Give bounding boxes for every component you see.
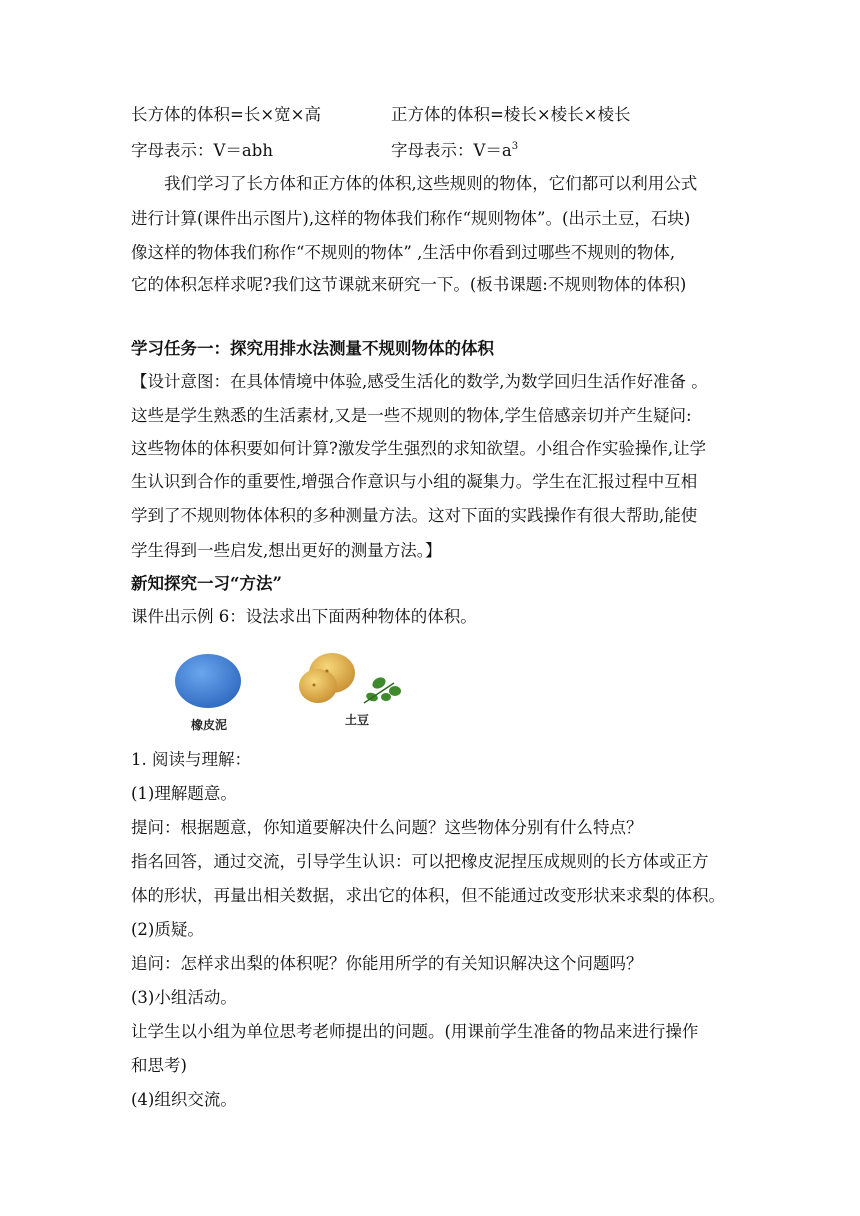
step-line: 体的形状，再量出相关数据，求出它的体积，但不能通过改变形状来求梨的体积。 [131,886,725,905]
step-line: 指名回答，通过交流，引导学生认识：可以把橡皮泥捏压成规则的长方体或正方 [131,852,709,871]
cuboid-letter-formula: 字母表示：V＝abh [131,141,273,160]
cube-exponent: 3 [511,141,519,152]
plasticine-shape [175,654,241,708]
intro-line: 它的体积怎样求呢?我们这节课就来研究一下。(板书课题:不规则物体的体积) [131,275,687,294]
cuboid-volume-formula: 长方体的体积=长×宽×高 [131,105,321,124]
new-knowledge-heading: 新知探究一习“方法” [131,574,282,593]
design-intent-line: 这些物体的体积要如何计算?激发学生强烈的求知欲望。小组合作实验操作,让学 [131,439,707,458]
example-line: 课件出示例 6：设法求出下面两种物体的体积。 [131,607,477,626]
cube-letter-prefix: 字母表示：V＝a [391,141,512,160]
intro-line: 进行计算(课件出示图片),这样的物体我们称作“规则物体”。(出示土豆，石块) [131,209,691,228]
design-intent-line: 这些是学生熟悉的生活素材,又是一些不规则的物体,学生倍感亲切并产生疑问: [131,406,692,425]
step-line: (3)小组活动。 [131,988,237,1007]
potato-shape [299,653,355,703]
formula-row-2 [131,140,741,162]
formula-row-1 [131,104,741,126]
step-line: (2)质疑。 [131,920,204,939]
step-line: 和思考) [131,1056,187,1075]
step-line: 1. 阅读与理解： [131,750,251,769]
design-intent-line: 生认识到合作的重要性,增强合作意识与小组的凝集力。学生在汇报过程中互相 [131,472,698,491]
potato-label: 土豆 [345,713,370,727]
plasticine-label: 橡皮泥 [191,718,228,732]
step-line: (1)理解题意。 [131,784,237,803]
intro-line: 像这样的物体我们称作“不规则的物体” ,生活中你看到过哪些不规则的物体, [131,243,676,262]
design-intent-line: 学到了不规则物体体积的多种测量方法。这对下面的实践操作有很大帮助,能使 [131,506,698,525]
step-line: 追问：怎样求出梨的体积呢？你能用所学的有关知识解决这个问题吗？ [131,954,643,973]
cube-volume-formula: 正方体的体积=棱长×棱长×棱长 [391,105,631,124]
task1-heading: 学习任务一：探究用排水法测量不规则物体的体积 [131,339,494,358]
step-line: (4)组织交流。 [131,1090,237,1109]
cube-letter-formula [391,140,518,162]
design-intent-line: 【设计意图：在具体情境中体验,感受生活化的数学,为数学回归生活作好准备 。 [131,372,708,391]
step-line: 提问：根据题意，你知道要解决什么问题？这些物体分别有什么特点？ [131,818,643,837]
leaf-icon [364,675,401,703]
design-intent-line: 学生得到一些启发,想出更好的测量方法。】 [131,541,442,560]
objects-figure [172,643,412,735]
step-line: 让学生以小组为单位思考老师提出的问题。(用课前学生准备的物品来进行操作 [131,1022,699,1041]
objects-illustration [172,643,412,713]
intro-line: 我们学习了长方体和正方体的体积,这些规则的物体，它们都可以利用公式 [131,174,698,193]
